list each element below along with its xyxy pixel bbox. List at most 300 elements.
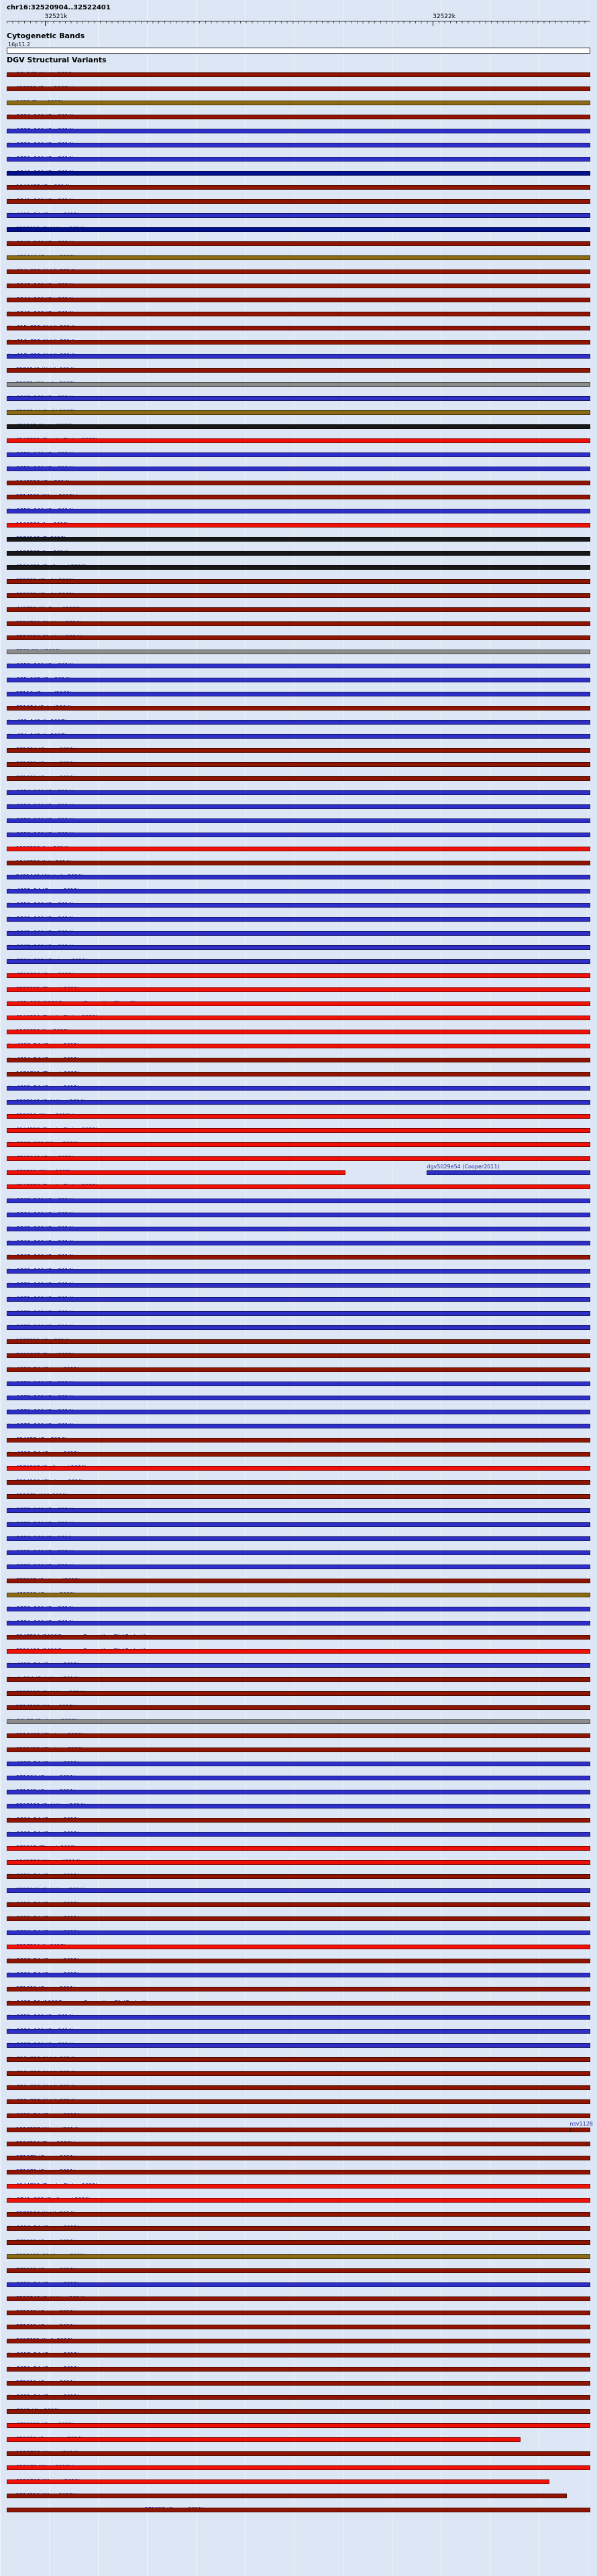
variant-bar[interactable] [7, 1733, 590, 1738]
variant-bar-line [7, 1452, 590, 1457]
variant-bar[interactable] [7, 959, 590, 964]
variant-row [7, 1614, 590, 1626]
variant-bar[interactable] [7, 495, 590, 499]
variant-bar[interactable] [7, 354, 590, 359]
variant-bar[interactable] [7, 593, 590, 598]
variant-row [7, 2191, 590, 2203]
variant-label-line [7, 2318, 590, 2325]
variant-bar[interactable] [7, 1902, 590, 1907]
variant-row [7, 2149, 590, 2160]
variant-bar[interactable] [7, 1846, 590, 1851]
variant-bar[interactable] [7, 424, 590, 429]
variant-bar[interactable] [7, 650, 590, 654]
variant-bar-line [7, 1593, 590, 1597]
variant-bar[interactable] [7, 1142, 590, 1147]
variant-bar[interactable] [7, 1973, 590, 1977]
variant-bar[interactable] [7, 340, 590, 345]
variant-label-line [7, 1459, 590, 1466]
variant-bar[interactable] [7, 1832, 590, 1837]
variant-bar[interactable] [7, 1987, 590, 1991]
variant-bar[interactable] [7, 2226, 590, 2231]
variant-bar[interactable] [7, 1663, 590, 1668]
variant-bar[interactable] [7, 931, 590, 936]
variant-bar[interactable] [7, 227, 590, 232]
variant-label-line [7, 784, 590, 790]
variant-bar[interactable] [7, 1269, 590, 1274]
variant-bar-line [7, 1311, 590, 1316]
variant-row [7, 868, 590, 879]
variant-label-line [7, 1403, 590, 1410]
variant-bar[interactable] [7, 1086, 590, 1091]
variant-row [7, 319, 590, 330]
variant-row [7, 770, 590, 781]
variant-bar[interactable] [7, 2212, 590, 2217]
variant-bar[interactable] [7, 2353, 590, 2357]
variant-bar[interactable] [7, 664, 590, 668]
variant-bar[interactable] [7, 1804, 590, 1808]
variant-bar[interactable] [7, 734, 590, 739]
variant-label-line [7, 1248, 590, 1255]
variant-row [7, 2079, 590, 2090]
variant-bar[interactable] [7, 1565, 590, 1569]
variant-bar-line [7, 678, 590, 682]
variant-bar[interactable] [7, 2465, 590, 2470]
variant-bar[interactable] [7, 1410, 590, 1414]
variant-bar-line [7, 1339, 590, 1344]
variant-label-line [7, 826, 590, 833]
variant-label-line [7, 1966, 590, 1973]
variant-row [7, 1347, 590, 1358]
variant-label-line [7, 2416, 590, 2423]
variant-label-line [7, 1178, 590, 1184]
variant-bar[interactable] [7, 1283, 590, 1288]
variant-bar[interactable] [7, 2128, 590, 2132]
variant-row [7, 375, 590, 387]
variant-bar-line [7, 1494, 590, 1499]
variant-bar[interactable] [7, 706, 590, 711]
variant-row [7, 122, 590, 133]
variant-bar-line [7, 2001, 590, 2006]
variant-bar[interactable] [7, 833, 590, 837]
variant-bar-line [7, 424, 590, 429]
variant-bar[interactable] [7, 1156, 590, 1161]
variant-bar[interactable] [7, 1367, 590, 1372]
variant-bar[interactable] [7, 2142, 590, 2146]
variant-bar[interactable] [7, 368, 590, 373]
variant-bar[interactable] [7, 171, 590, 176]
variant-label-line [7, 1530, 590, 1536]
variant-bar[interactable] [7, 776, 590, 781]
variant-bar[interactable] [7, 2057, 590, 2062]
variant-label-line [7, 1375, 590, 1382]
variant-row [7, 713, 590, 725]
variant-bar[interactable] [7, 1705, 590, 1710]
variant-bar[interactable] [7, 1522, 590, 1527]
variant-bar[interactable] [7, 2339, 590, 2343]
variant-bar[interactable] [7, 1466, 590, 1471]
variant-bar[interactable] [7, 1170, 345, 1175]
variant-label-line [7, 249, 590, 255]
variant-label-line [7, 1516, 590, 1522]
variant-bar[interactable] [7, 720, 590, 725]
variant-label[interactable]: nsv1128 [569, 2121, 593, 2127]
variant-bar[interactable] [7, 241, 590, 246]
variant-bar[interactable] [7, 396, 590, 401]
variant-label-line [7, 1882, 590, 1888]
variant-label-line [7, 488, 590, 495]
variant-bar[interactable] [7, 1311, 590, 1316]
variant-bar[interactable] [7, 2451, 590, 2456]
variant-bar[interactable] [7, 312, 590, 316]
variant-bar[interactable] [7, 621, 590, 626]
variant-bar[interactable] [7, 861, 590, 865]
variant-row [7, 1741, 590, 1752]
variant-bar[interactable] [7, 129, 590, 133]
variant-bar[interactable] [7, 143, 590, 147]
variant-bar-line [7, 157, 590, 162]
variant-bar[interactable] [7, 565, 590, 570]
variant-bar[interactable] [7, 790, 590, 795]
variant-bar[interactable] [7, 2479, 549, 2484]
variant-bar[interactable] [7, 1339, 590, 1344]
variant-bar[interactable] [7, 72, 590, 77]
variant-bar[interactable] [7, 115, 590, 119]
variant-bar[interactable] [7, 2409, 590, 2414]
variant-bar[interactable] [7, 523, 590, 528]
variant-bar-line [7, 1184, 590, 1189]
variant-row [7, 249, 590, 260]
variant-bar[interactable] [7, 1480, 590, 1485]
variant-row [7, 1248, 590, 1260]
variant-label-line [7, 2262, 590, 2268]
variant-bar[interactable] [7, 410, 590, 415]
variant-bar[interactable] [7, 1396, 590, 1400]
variant-bar[interactable] [7, 917, 590, 922]
variant-label-line [7, 1051, 590, 1058]
variant-bar[interactable] [7, 2198, 590, 2203]
variant-label-line [7, 558, 590, 565]
variant-row [7, 1600, 590, 1611]
variant-bar-line [7, 509, 590, 513]
variant-bar[interactable] [7, 467, 590, 471]
variant-label-line [7, 94, 590, 101]
variant-bar[interactable] [7, 1550, 590, 1555]
variant-bar[interactable] [7, 2423, 590, 2428]
variant-row [7, 1150, 590, 1161]
variant-bar[interactable] [7, 269, 590, 274]
variant-label-line [7, 2135, 590, 2142]
variant-bar-line [7, 1536, 590, 1541]
variant-bar[interactable] [7, 692, 590, 696]
variant-bar[interactable] [7, 1508, 590, 1513]
variant-row [7, 432, 590, 443]
variant-bar-line [7, 2395, 590, 2400]
variant-row [7, 66, 590, 77]
variant-bar-line [7, 2184, 590, 2189]
variant-bar[interactable] [7, 509, 590, 513]
variant-bar[interactable] [7, 2367, 590, 2372]
variant-bar-line [7, 1916, 590, 1921]
variant-bar[interactable] [7, 1255, 590, 1260]
variant-bar[interactable] [7, 1874, 590, 1879]
variant-bar[interactable] [7, 326, 590, 330]
variant-bar-line [7, 1325, 590, 1330]
variant-bar[interactable] [7, 875, 590, 879]
variant-bar[interactable] [7, 2029, 590, 2034]
variant-row [7, 1670, 590, 1682]
variant-bar-line [7, 2198, 590, 2203]
variant-label-line [7, 896, 590, 903]
variant-bar[interactable] [7, 1621, 590, 1626]
variant-bar-line [7, 1283, 590, 1288]
variant-bar[interactable] [7, 1072, 590, 1077]
variant-bar[interactable] [7, 635, 590, 640]
variant-bar-line [7, 776, 590, 781]
variant-bar[interactable] [7, 903, 590, 908]
variant-bar[interactable] [7, 284, 590, 288]
variant-bar[interactable] [7, 2184, 590, 2189]
variant-bar[interactable] [7, 2437, 521, 2442]
variant-row [7, 136, 590, 147]
variant-row [7, 601, 590, 612]
variant-bar[interactable] [7, 1494, 590, 1499]
variant-bar-line [7, 326, 590, 330]
variant-bar[interactable] [7, 1593, 590, 1597]
variant-bar[interactable] [7, 607, 590, 612]
variant-bar[interactable] [7, 2099, 590, 2104]
variant-bar[interactable] [7, 1424, 590, 1428]
variant-label-line [7, 178, 590, 185]
variant-row [7, 1262, 590, 1274]
variant-row [7, 2121, 593, 2132]
variant-row [7, 1910, 590, 1921]
variant-bar[interactable] [7, 2113, 590, 2118]
variant-label-line [7, 699, 590, 706]
variant-bar[interactable] [7, 1199, 590, 1203]
variant-row [7, 80, 590, 91]
variant-row [7, 150, 590, 162]
variant-bar[interactable] [427, 1170, 590, 1175]
variant-bar[interactable] [7, 2282, 590, 2287]
variant-bar[interactable] [7, 213, 590, 218]
variant-bar[interactable] [7, 1001, 590, 1006]
variant-bar[interactable] [7, 1213, 590, 1217]
variant-bar[interactable] [7, 1438, 590, 1443]
variant-bar[interactable] [7, 1297, 590, 1302]
variant-bar-line [7, 1156, 590, 1161]
variant-bar[interactable] [7, 1184, 590, 1189]
variant-bar[interactable] [7, 101, 590, 105]
variant-bar[interactable] [7, 438, 590, 443]
variant-bar-line [7, 2156, 590, 2160]
variant-bar-line [7, 1142, 590, 1147]
variant-row [7, 305, 590, 316]
variant-label-line [7, 1727, 590, 1733]
variant-bar[interactable] [7, 1607, 590, 1611]
cytoband-box[interactable] [7, 48, 590, 54]
variant-label-line [7, 938, 590, 945]
variant-row [7, 1642, 590, 1654]
variant-label-line [7, 2093, 590, 2099]
variant-row [7, 1628, 590, 1640]
variant-bar[interactable] [7, 762, 590, 767]
variant-row [7, 1333, 590, 1344]
variant-label-line [7, 2163, 590, 2170]
variant-bar[interactable] [7, 1818, 590, 1823]
variant-bar-line [7, 2071, 590, 2076]
variant-bar-line [7, 101, 590, 105]
variant-bar[interactable] [7, 86, 590, 91]
variant-row [7, 1192, 590, 1203]
variant-bar[interactable] [7, 382, 590, 387]
variant-bar[interactable] [7, 1044, 590, 1048]
variant-row [7, 94, 590, 105]
variant-bar[interactable] [7, 1888, 590, 1893]
variant-label-line [7, 192, 590, 199]
variant-row [7, 629, 590, 640]
variant-label-line [7, 995, 590, 1001]
variant-label-line [7, 1924, 590, 1930]
variant-bar[interactable] [7, 973, 590, 978]
variant-bar[interactable] [7, 804, 590, 809]
variant-bar[interactable] [7, 2268, 590, 2273]
variant-bar-line [7, 931, 590, 936]
variant-bar-line [7, 213, 590, 218]
variant-label-line [7, 1107, 590, 1114]
variant-bar[interactable] [7, 1058, 590, 1062]
variant-bar[interactable] [7, 847, 590, 851]
variant-row [7, 516, 590, 528]
variant-bar[interactable] [7, 2254, 590, 2259]
variant-bar[interactable] [7, 1776, 590, 1780]
variant-bar[interactable] [7, 2395, 590, 2400]
variant-row [7, 1079, 590, 1091]
variant-row [7, 1980, 590, 1991]
variant-bar[interactable] [7, 1691, 590, 1696]
variant-bar[interactable] [7, 889, 590, 894]
variant-bar[interactable] [7, 2170, 590, 2174]
variant-bar[interactable] [7, 1747, 590, 1752]
variant-label-line [7, 1164, 590, 1170]
variant-row [7, 615, 590, 626]
variant-bar[interactable] [7, 678, 590, 682]
variant-bar[interactable] [7, 1719, 590, 1724]
variant-bar[interactable] [7, 1945, 590, 1949]
variant-label-line [7, 1093, 590, 1100]
variant-bar[interactable] [7, 1016, 590, 1020]
variant-bar[interactable] [7, 2296, 590, 2301]
variant-label-line [7, 770, 590, 776]
variant-bar-line [7, 2508, 590, 2512]
variant-bar-line [7, 537, 590, 542]
variant-bar[interactable] [7, 481, 590, 485]
variant-bar[interactable] [7, 255, 590, 260]
variant-bar[interactable] [7, 1325, 590, 1330]
variant-bar[interactable] [7, 1128, 590, 1133]
variant-bar[interactable] [7, 537, 590, 542]
variant-bar[interactable] [7, 551, 590, 556]
variant-bar-line [7, 945, 590, 950]
variant-bar[interactable] [7, 2085, 590, 2090]
variant-label-line [7, 1487, 590, 1494]
variant-bar[interactable] [7, 1790, 590, 1794]
variant-bar[interactable] [7, 818, 590, 823]
variant-row [7, 2135, 590, 2146]
variant-label-line [7, 1065, 590, 1072]
variant-row [7, 1065, 590, 1077]
variant-bar[interactable] [7, 1635, 590, 1640]
variant-bar[interactable] [7, 987, 590, 992]
variant-row [7, 206, 590, 218]
variant-bar[interactable] [7, 185, 590, 190]
variant-bar[interactable] [7, 2240, 590, 2245]
variant-bar[interactable] [7, 2381, 590, 2386]
variant-row [7, 967, 590, 978]
variant-bar-line [7, 396, 590, 401]
variant-bar[interactable] [7, 2156, 590, 2160]
variant-bar[interactable] [570, 2128, 590, 2132]
variant-bar[interactable] [7, 1930, 590, 1935]
variant-bar[interactable] [7, 2508, 590, 2512]
variant-label[interactable]: dgv5029e54 (Cooper2011) [427, 1164, 500, 1170]
variant-row [7, 1178, 590, 1189]
variant-bar-line [7, 2043, 590, 2048]
variant-bar[interactable] [7, 2325, 590, 2329]
variant-row [7, 755, 590, 767]
variant-bar[interactable] [7, 2015, 590, 2020]
variant-bar[interactable] [7, 2001, 590, 2006]
variant-label-line [7, 389, 590, 396]
variant-bar[interactable] [7, 1536, 590, 1541]
variant-bar[interactable] [7, 1353, 590, 1358]
variant-row [7, 2233, 590, 2245]
variant-bar[interactable] [7, 1241, 590, 1245]
variant-row [7, 1938, 590, 1949]
variant-bar[interactable] [7, 1227, 590, 1231]
variant-bar[interactable] [7, 1382, 590, 1386]
variant-bar[interactable] [7, 1916, 590, 1921]
variant-bar[interactable] [7, 1579, 590, 1583]
variant-bar[interactable] [7, 2071, 590, 2076]
variant-bar[interactable] [7, 1860, 590, 1865]
variant-bar[interactable] [7, 2311, 590, 2315]
variant-bar[interactable] [7, 1114, 590, 1119]
variant-bar[interactable] [7, 579, 590, 584]
variant-label-line [7, 2332, 590, 2339]
variant-bar[interactable] [7, 945, 590, 950]
variant-bar[interactable] [7, 452, 590, 457]
variant-bar[interactable] [7, 1649, 590, 1654]
variant-bar-line [7, 551, 590, 556]
variant-bar[interactable] [7, 1100, 590, 1105]
variant-bar[interactable] [7, 1677, 590, 1682]
ruler-major-tick [45, 21, 46, 26]
variant-bar[interactable] [7, 2494, 567, 2498]
variant-bar[interactable] [7, 199, 590, 204]
variant-bar[interactable] [7, 748, 590, 753]
variant-bar[interactable] [7, 1762, 590, 1766]
variant-bar[interactable] [7, 2043, 590, 2048]
variant-bar[interactable] [7, 1452, 590, 1457]
variant-row [7, 2459, 590, 2470]
variant-bar-line [7, 987, 590, 992]
variant-bar[interactable] [7, 298, 590, 302]
variant-bar-line [7, 1128, 590, 1133]
ruler-tick-label: 32521k [44, 13, 68, 20]
variant-bar[interactable] [7, 157, 590, 162]
variant-bar[interactable] [7, 1959, 590, 1963]
variant-bar[interactable] [7, 1030, 590, 1034]
